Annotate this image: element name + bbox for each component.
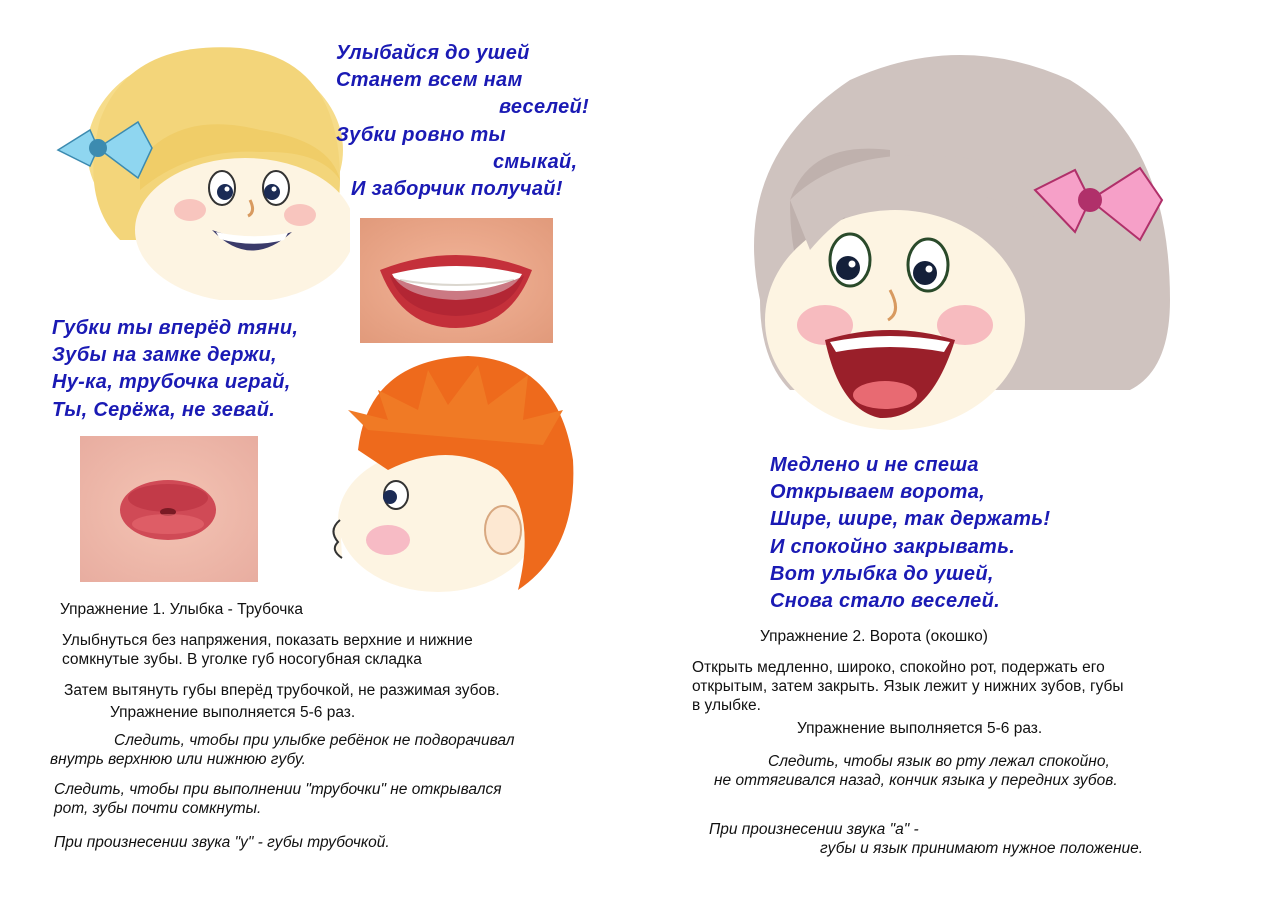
note-line: рот, зубы почти сомкнуты.: [54, 800, 262, 817]
exercise-1-desc: [62, 631, 473, 669]
pout-lips-photo-icon: [80, 436, 258, 582]
exercise-1-title: Упражнение 1. Улыбка - Трубочка: [60, 601, 304, 618]
poem-line: И спокойно закрывать.: [770, 535, 1016, 558]
poem-tube: [52, 315, 352, 424]
poem-line: смыкай,: [493, 150, 578, 173]
note-line: Следить, чтобы при выполнении "трубочки" не открывался: [54, 781, 502, 798]
exercise-1-repeat: Упражнение выполняется 5-6 раз.: [110, 704, 356, 721]
poem-gates: [770, 452, 1100, 615]
girl-grey-hair-open-mouth-icon: [730, 40, 1190, 440]
poem-line: Ну-ка, трубочка играй,: [52, 371, 291, 394]
exercise-2-note2: [709, 820, 1143, 858]
exercise-2-desc: [692, 658, 1124, 715]
exercise-1-note3: При произнесении звука "у" - губы трубочкой.: [54, 834, 390, 851]
girl-blonde-smiling-icon: [40, 40, 350, 300]
poem-line: Снова стало веселей.: [770, 590, 1000, 613]
poem-line: Открываем ворота,: [770, 481, 985, 504]
note-line: При произнесении звука "а" -: [709, 821, 919, 838]
poem-line: Медлено и не спеша: [770, 454, 979, 476]
note-line: губы и язык принимают нужное положение.: [820, 840, 1144, 857]
exercise-1-note1: [50, 731, 515, 769]
exercise-2-title: Упражнение 2. Ворота (окошко): [760, 628, 988, 645]
note-line: внутрь верхнюю или нижнюю губу.: [50, 751, 306, 768]
smile-lips-photo-icon: [360, 218, 553, 343]
desc-line: Открыть медленно, широко, спокойно рот, подержать его: [692, 659, 1105, 676]
poem-line: Станет всем нам: [336, 69, 523, 92]
desc-line: сомкнутые зубы. В уголке губ носогубная складка: [62, 651, 422, 668]
poem-line: Зубы на замке держи,: [52, 344, 277, 367]
exercise-2-repeat: Упражнение выполняется 5-6 раз.: [797, 720, 1043, 737]
note-line: не оттягивался назад, кончик языка у передних зубов.: [714, 772, 1118, 789]
poem-line: И заборчик получай!: [351, 178, 563, 201]
exercise-2-note1: [714, 752, 1118, 790]
poem-line: Губки ты вперёд тяни,: [52, 317, 299, 339]
poem-line: Улыбайся до ушей: [336, 42, 530, 64]
desc-line: открытым, затем закрыть. Язык лежит у нижних зубов, губы: [692, 678, 1124, 695]
poem-line: Вот улыбка до ушей,: [770, 562, 994, 585]
poem-line: Ты, Серёжа, не зевай.: [52, 398, 276, 421]
exercise-1-desc2: Затем вытянуть губы вперёд трубочкой, не разжимая зубов.: [64, 682, 500, 699]
poem-line: Зубки ровно ты: [336, 123, 506, 146]
note-line: Следить, чтобы язык во рту лежал спокойно,: [768, 753, 1110, 770]
poem-smile: [336, 40, 626, 203]
desc-line: Улыбнуться без напряжения, показать верхние и нижние: [62, 632, 473, 649]
desc-line: в улыбке.: [692, 697, 761, 714]
poem-line: веселей!: [499, 96, 590, 119]
boy-red-hair-profile-icon: [328, 350, 583, 600]
exercise-1-note2: [54, 780, 502, 818]
note-line: Следить, чтобы при улыбке ребёнок не подворачивал: [114, 732, 515, 749]
poem-line: Шире, шире, так держать!: [770, 508, 1051, 531]
